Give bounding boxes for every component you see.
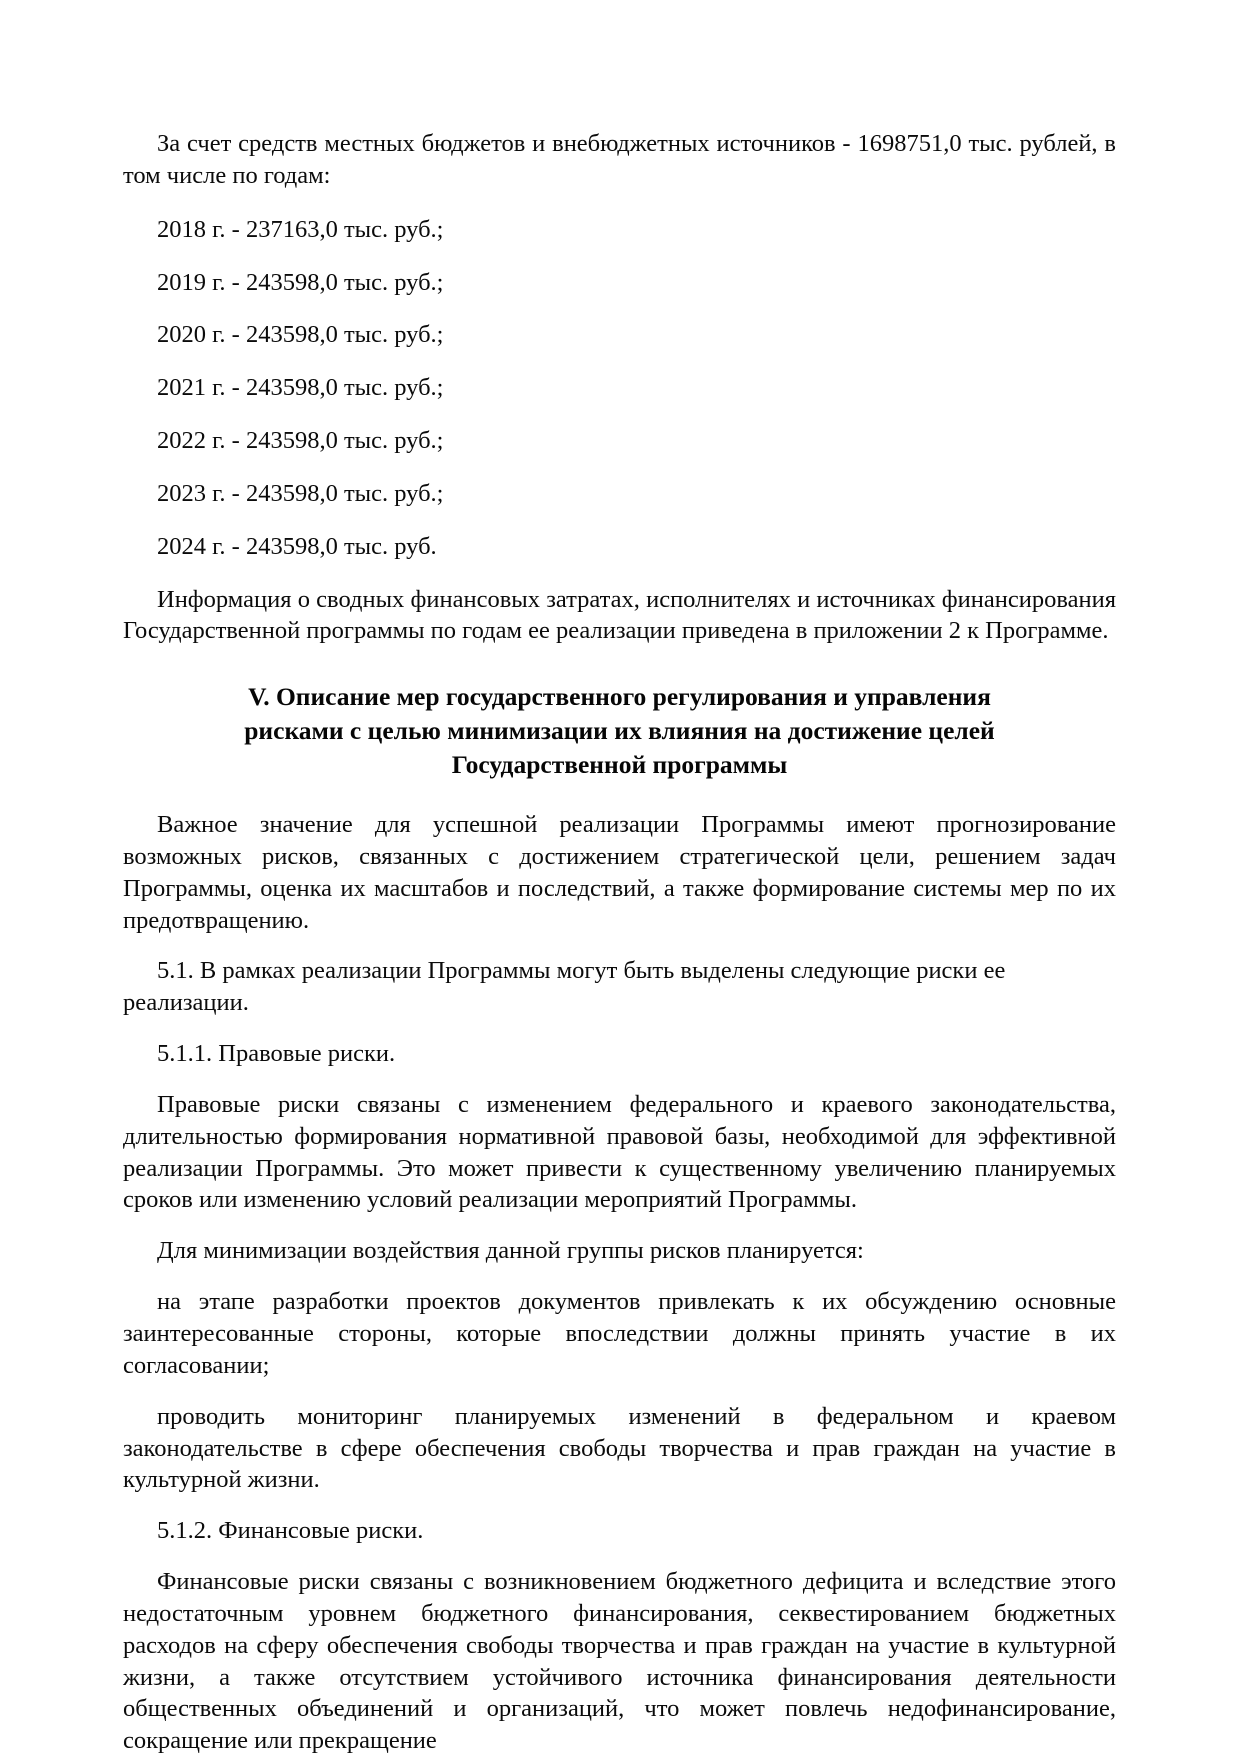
mitigation-intro: Для минимизации воздействия данной группы рисков планируется:: [157, 1237, 864, 1265]
year-line-2023: 2023 г. - 243598,0 тыс. руб.;: [157, 479, 444, 507]
year-line-2019: 2019 г. - 243598,0 тыс. руб.;: [157, 268, 444, 296]
section-intro-paragraph: Важное значение для успешной реализации Программы имеют прогнозирование возможных рисков, связанных с достижением стратегической цели, решением задач Программы, оценка их масштабов и последствий, а также формирование системы мер по их предотвращению.: [123, 811, 1116, 934]
financial-risks-paragraph: Финансовые риски связаны с возникновением бюджетного дефицита и вследствие этого недостаточным уровнем бюджетного финансирования, секвестированием бюджетных расходов на сферу обеспечения свободы творчества и прав граждан на участие в культурной жизни, а также отсутствием устойчивого источника финансирования деятельности общественных объединений и организаций, что может повлечь недофинансирование, сокращение или прекращение: [123, 1568, 1116, 1754]
section-heading: [167, 680, 1072, 782]
year-breakdown-list: [123, 214, 1116, 563]
year-line-2021: 2021 г. - 243598,0 тыс. руб.;: [157, 374, 444, 402]
intro-paragraph: За счет средств местных бюджетов и внебюджетных источников - 1698751,0 тыс. рублей, в том числе по годам:: [123, 130, 1116, 189]
section-heading-line-1: V. Описание мер государственного регулирования и управления: [248, 682, 991, 712]
legal-risks-paragraph: Правовые риски связаны с изменением федерального и краевого законодательства, длительностью формирования нормативной правовой базы, необходимой для эффективной реализации Программы. Это может привести к существенному увеличению планируемых сроков или изменению условий реализации мероприятий Программы.: [123, 1090, 1116, 1214]
item-5-1: 5.1. В рамках реализации Программы могут быть выделены следующие риски ее реализации.: [123, 957, 1006, 1017]
appendix-note-paragraph: Информация о сводных финансовых затратах, исполнителях и источниках финансирования Государственной программы по годам ее реализации приведена в приложении 2 к Программе.: [123, 585, 1116, 645]
section-heading-line-3: Государственной программы: [451, 750, 788, 780]
document-body: [123, 128, 1116, 1754]
mitigation-item-1: на этапе разработки проектов документов привлекать к их обсуждению основные заинтересованные стороны, которые впоследствии должны принять участие в их согласовании;: [123, 1288, 1116, 1379]
item-5-1-1: 5.1.1. Правовые риски.: [157, 1040, 396, 1068]
year-line-2020: 2020 г. - 243598,0 тыс. руб.;: [157, 321, 444, 349]
year-line-2022: 2022 г. - 243598,0 тыс. руб.;: [157, 427, 444, 455]
item-5-1-2: 5.1.2. Финансовые риски.: [157, 1517, 424, 1545]
year-line-2018: 2018 г. - 237163,0 тыс. руб.;: [157, 215, 444, 243]
mitigation-item-2: проводить мониторинг планируемых изменений в федеральном и краевом законодательстве в сфере обеспечения свободы творчества и прав граждан на участие в культурной жизни.: [123, 1402, 1116, 1494]
year-line-2024: 2024 г. - 243598,0 тыс. руб.: [157, 532, 437, 560]
section-heading-line-2: рисками с целью минимизации их влияния на достижение целей: [244, 716, 995, 746]
